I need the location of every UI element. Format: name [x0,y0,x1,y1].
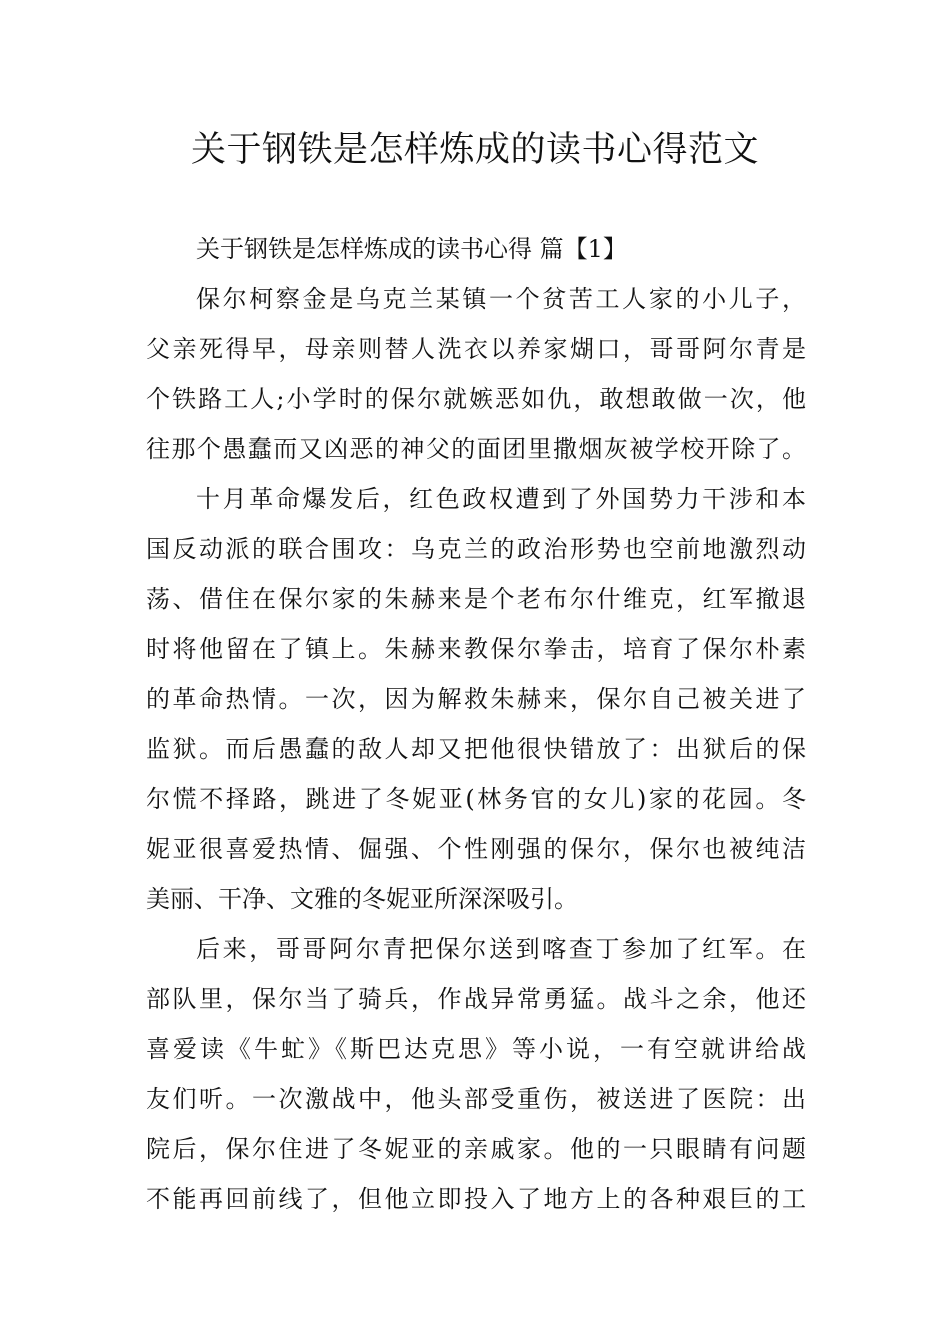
document-title: 关于钢铁是怎样炼成的读书心得范文 [190,130,759,170]
paragraph-line: 往那个愚蠢而又凶恶的神父的面团里撒烟灰被学校开除了。 [146,435,806,463]
paragraph-line: 尔慌不择路，跳进了冬妮亚(林务官的女儿)家的花园。冬 [146,785,806,813]
paragraph-line: 部队里，保尔当了骑兵，作战异常勇猛。战斗之余，他还 [146,985,806,1013]
paragraph-line: 院后，保尔住进了冬妮亚的亲戚家。他的一只眼睛有问题 [146,1135,806,1163]
paragraph-line: 的革命热情。一次，因为解救朱赫来，保尔自己被关进了 [146,685,806,713]
paragraph-line: 喜爱读《牛虻》《斯巴达克思》等小说，一有空就讲给战 [146,1035,806,1063]
paragraph-line: 荡、借住在保尔家的朱赫来是个老布尔什维克，红军撤退 [146,585,806,613]
paragraph-line: 时将他留在了镇上。朱赫来教保尔拳击，培育了保尔朴素 [146,635,806,663]
paragraph-line: 监狱。而后愚蠢的敌人却又把他很快错放了：出狱后的保 [146,735,806,763]
paragraph-line: 父亲死得早，母亲则替人洗衣以养家煳口，哥哥阿尔青是 [146,335,806,363]
paragraph-line: 友们听。一次激战中，他头部受重伤，被送进了医院：出 [146,1085,806,1113]
paragraph-line: 妮亚很喜爱热情、倔强、个性刚强的保尔，保尔也被纯洁 [146,835,806,863]
section-heading: 关于钢铁是怎样炼成的读书心得 篇【1】 [196,235,627,263]
paragraph-line: 美丽、干净、文雅的冬妮亚所深深吸引。 [146,885,578,913]
paragraph-line: 个铁路工人;小学时的保尔就嫉恶如仇，敢想敢做一次，他 [146,385,806,413]
paragraph-line: 不能再回前线了，但他立即投入了地方上的各种艰巨的工 [146,1185,806,1213]
paragraph-line: 后来，哥哥阿尔青把保尔送到喀查丁参加了红军。在 [196,935,806,963]
paragraph-line: 国反动派的联合围攻：乌克兰的政治形势也空前地激烈动 [146,535,806,563]
paragraph-line: 保尔柯察金是乌克兰某镇一个贫苦工人家的小儿子， [196,285,806,313]
paragraph-line: 十月革命爆发后，红色政权遭到了外国势力干涉和本 [196,485,806,513]
